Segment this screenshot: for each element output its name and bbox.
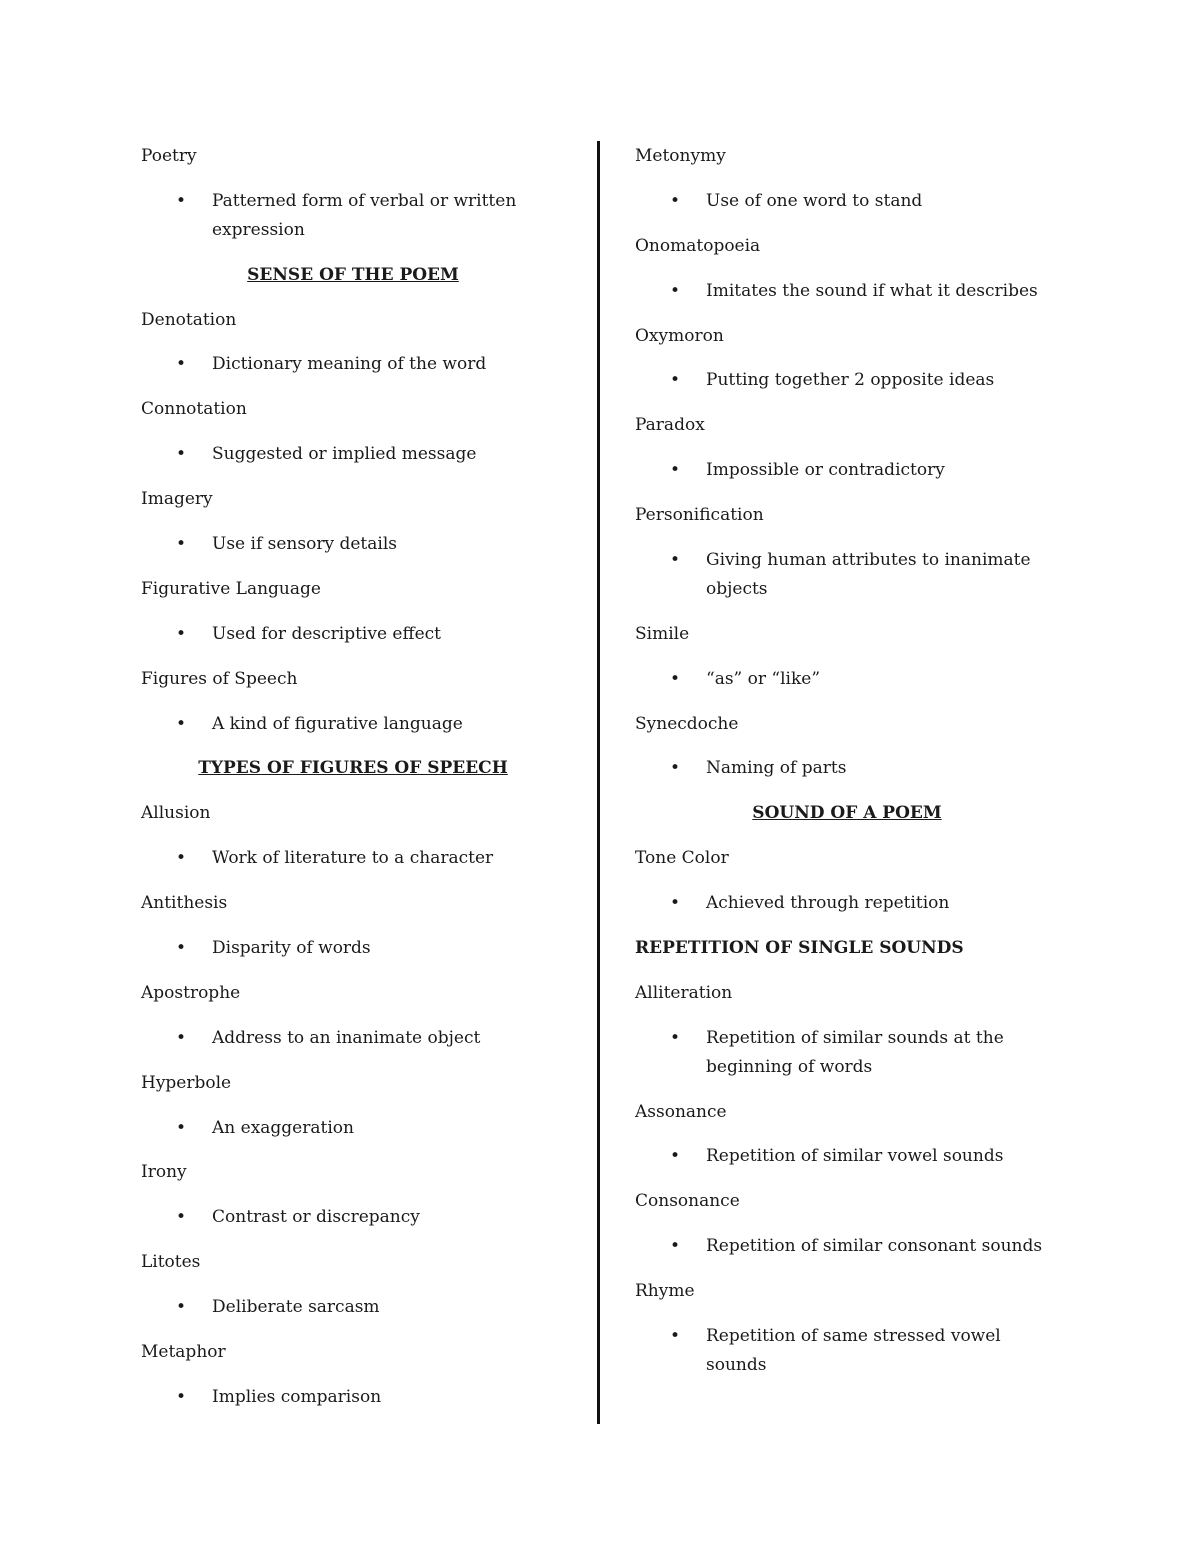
bullet-icon: • [176, 938, 187, 959]
bullet-icon: • [176, 1117, 187, 1138]
definition-bullet [176, 1024, 565, 1053]
term-irony: Irony [141, 1162, 187, 1183]
bullet-icon: • [670, 893, 681, 914]
bullet-list [635, 366, 1059, 395]
term-onomatopoeia: Onomatopoeia [635, 235, 761, 256]
definition-bullet [670, 1142, 1059, 1171]
bullet-icon: • [670, 460, 681, 481]
definition-text: Repetition of similar vowel sounds [706, 1146, 1004, 1167]
bullet-list [635, 1232, 1059, 1261]
definition-text: “as” or “like” [706, 668, 821, 689]
term-apostrophe: Apostrophe [141, 982, 241, 1003]
bullet-icon: • [176, 354, 187, 375]
term-hyperbole: Hyperbole [141, 1072, 232, 1093]
bullet-icon: • [176, 1297, 187, 1318]
bullet-list [141, 844, 565, 873]
bullet-icon: • [670, 190, 681, 211]
term-litotes: Litotes [141, 1252, 201, 1273]
definition-bullet [670, 546, 1059, 604]
definition-text: An exaggeration [212, 1117, 354, 1138]
definition-text: Repetition of similar sounds at the beginning of words [706, 1027, 1004, 1077]
term-paradox: Paradox [635, 415, 705, 436]
bullet-list [141, 1203, 565, 1232]
term-personification: Personification [635, 505, 764, 526]
column-divider [597, 141, 600, 1424]
term-connotation: Connotation [141, 399, 247, 420]
bullet-list [141, 187, 565, 245]
bullet-list [635, 1024, 1059, 1082]
definition-bullet [176, 1293, 565, 1322]
term-figurative-language: Figurative Language [141, 578, 321, 599]
definition-bullet [176, 934, 565, 963]
definition-text: Deliberate sarcasm [212, 1297, 380, 1318]
definition-bullet [670, 456, 1059, 485]
definition-bullet [176, 187, 565, 245]
bullet-icon: • [670, 668, 681, 689]
bullet-list [635, 546, 1059, 604]
bullet-icon: • [670, 370, 681, 391]
definition-text: Repetition of similar consonant sounds [706, 1236, 1043, 1257]
bullet-icon: • [176, 1207, 187, 1228]
bullet-icon: • [176, 1386, 187, 1407]
definition-text: Use of one word to stand [706, 190, 923, 211]
bullet-list [635, 665, 1059, 694]
term-synecdoche: Synecdoche [635, 713, 739, 734]
definition-text: Work of literature to a character [212, 848, 494, 869]
definition-bullet [670, 889, 1059, 918]
definition-text: Used for descriptive effect [212, 623, 441, 644]
definition-text: Address to an inanimate object [212, 1027, 481, 1048]
right-column [635, 142, 1059, 1396]
term-alliteration: Alliteration [635, 982, 733, 1003]
definition-bullet [176, 440, 565, 469]
definition-bullet [670, 754, 1059, 783]
bullet-list [141, 934, 565, 963]
definition-bullet [176, 530, 565, 559]
bullet-list [141, 440, 565, 469]
bullet-icon: • [176, 848, 187, 869]
term-metonymy: Metonymy [635, 146, 726, 166]
bullet-list [141, 710, 565, 739]
definition-text: Implies comparison [212, 1386, 382, 1407]
definition-text: Suggested or implied message [212, 444, 477, 465]
definition-bullet [670, 665, 1059, 694]
term-tone-color: Tone Color [635, 848, 729, 869]
term-denotation: Denotation [141, 309, 237, 330]
definition-bullet [176, 1114, 565, 1143]
definition-text: Repetition of same stressed vowel sounds [706, 1326, 1001, 1375]
term-assonance: Assonance [635, 1101, 727, 1122]
term-simile: Simile [635, 623, 690, 644]
definition-text: Contrast or discrepancy [212, 1207, 420, 1228]
bullet-icon: • [670, 550, 681, 571]
bullet-icon: • [670, 1236, 681, 1257]
bullet-list [141, 530, 565, 559]
bullet-list [141, 1293, 565, 1322]
definition-text: Impossible or contradictory [706, 460, 945, 481]
subsection-heading-repetition-of-single-sounds: REPETITION OF SINGLE SOUNDS [635, 938, 964, 959]
bullet-list [141, 350, 565, 379]
bullet-list [635, 456, 1059, 485]
definition-text: Putting together 2 opposite ideas [706, 370, 995, 391]
term-imagery: Imagery [141, 489, 213, 510]
bullet-icon: • [670, 1027, 681, 1048]
section-heading-types-of-figures-of-speech: TYPES OF FIGURES OF SPEECH [198, 758, 508, 779]
term-allusion: Allusion [141, 803, 211, 824]
term-rhyme: Rhyme [635, 1281, 695, 1302]
definition-bullet [670, 1322, 1059, 1380]
definition-bullet [176, 620, 565, 649]
bullet-icon: • [670, 280, 681, 301]
definition-text: Achieved through repetition [706, 893, 950, 914]
bullet-list [635, 187, 1059, 216]
bullet-icon: • [176, 444, 187, 465]
bullet-list [635, 1142, 1059, 1171]
term-metaphor: Metaphor [141, 1342, 226, 1363]
term-antithesis: Antithesis [141, 893, 228, 914]
bullet-icon: • [176, 1027, 187, 1048]
bullet-list [635, 889, 1059, 918]
definition-text: A kind of figurative language [212, 713, 463, 734]
term-oxymoron: Oxymoron [635, 325, 724, 346]
bullet-list [141, 620, 565, 649]
definition-bullet [176, 350, 565, 379]
definition-text: Imitates the sound if what it describes [706, 280, 1038, 301]
definition-text: Giving human attributes to inanimate objects [706, 550, 1031, 599]
bullet-icon: • [176, 623, 187, 644]
definition-text: Dictionary meaning of the word [212, 354, 487, 375]
bullet-icon: • [176, 190, 187, 211]
bullet-icon: • [670, 1326, 681, 1347]
term-poetry: Poetry [141, 146, 197, 166]
bullet-icon: • [176, 534, 187, 555]
bullet-list [635, 754, 1059, 783]
section-heading-sound-of-a-poem: SOUND OF A POEM [752, 803, 942, 824]
bullet-list [635, 277, 1059, 306]
definition-bullet [670, 1232, 1059, 1261]
definition-bullet [670, 1024, 1059, 1082]
left-column [141, 142, 565, 1428]
definition-bullet [670, 366, 1059, 395]
definition-text: Use if sensory details [212, 534, 397, 555]
term-consonance: Consonance [635, 1191, 740, 1212]
bullet-icon: • [670, 1146, 681, 1167]
definition-text: Patterned form of verbal or written expression [212, 190, 517, 240]
bullet-list [141, 1383, 565, 1412]
definition-bullet [176, 1203, 565, 1232]
definition-bullet [670, 277, 1059, 306]
term-figures-of-speech: Figures of Speech [141, 668, 298, 689]
bullet-icon: • [176, 713, 187, 734]
definition-bullet [176, 1383, 565, 1412]
section-heading-sense-of-the-poem: SENSE OF THE POEM [247, 264, 459, 285]
bullet-list [141, 1024, 565, 1053]
definition-text: Disparity of words [212, 938, 371, 959]
definition-text: Naming of parts [706, 758, 847, 779]
bullet-icon: • [670, 758, 681, 779]
bullet-list [141, 1114, 565, 1143]
definition-bullet [670, 187, 1059, 216]
definition-bullet [176, 844, 565, 873]
definition-bullet [176, 710, 565, 739]
bullet-list [635, 1322, 1059, 1380]
